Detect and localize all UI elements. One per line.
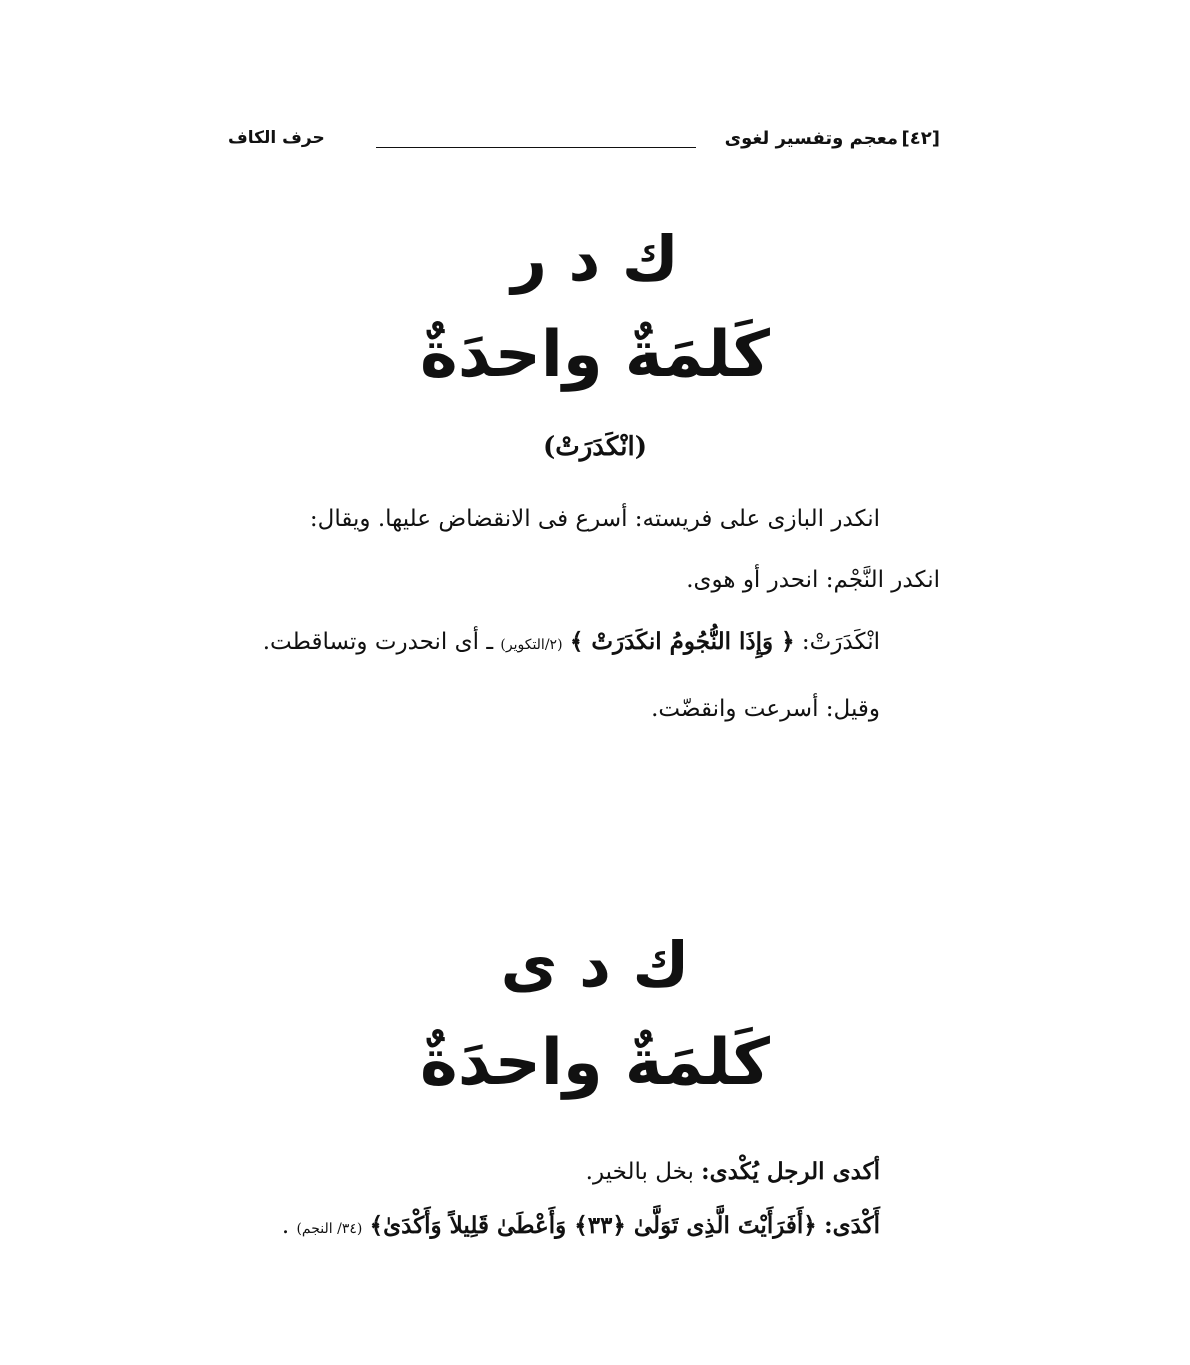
header-rule bbox=[376, 147, 696, 148]
quran-verse: ﴿ وَإِذَا النُّجُومُ انكَدَرَتْ ﴾ bbox=[569, 628, 795, 655]
definition-text: بخل بالخير. bbox=[585, 1159, 694, 1185]
quran-citation-line bbox=[263, 628, 880, 655]
definition-text: ـ أى انحدرت وتساقطت. bbox=[262, 629, 494, 655]
definition-text: . bbox=[281, 1213, 290, 1239]
entry-term: انْكَدَرَتْ: bbox=[801, 629, 880, 655]
root-heading: ك د ى bbox=[500, 928, 690, 1001]
root-heading: ك د ر bbox=[511, 222, 679, 295]
quran-verse: ﴿أَفَرَأَيْتَ الَّذِى تَوَلَّىٰ ﴿٣٣﴾ وَأَعْطَىٰ قَلِيلاً وَأَكْدَىٰ﴾ bbox=[369, 1212, 817, 1239]
word-count-heading: كَلمَةٌ واحدَةٌ bbox=[420, 318, 770, 392]
verse-reference: (٣٤/ النجم) bbox=[296, 1221, 363, 1237]
page-number: [٤٢] bbox=[901, 128, 940, 149]
chapter-title: حرف الكاف bbox=[228, 128, 325, 148]
entry-term: أكدى الرجل يُكْدى: bbox=[701, 1158, 880, 1185]
word-subheading: (انْكَدَرَتْ) bbox=[542, 432, 648, 462]
entry-term: أَكْدَى: bbox=[824, 1212, 880, 1239]
quran-citation-line bbox=[282, 1212, 880, 1239]
definition-line: وقيل: أسرعت وانقضّت. bbox=[651, 696, 880, 722]
definition-line: انكدر البازى على فريسته: أسرع فى الانقضاض عليها. ويقال: bbox=[309, 506, 880, 532]
verse-reference: (٢/التكوير) bbox=[500, 637, 563, 653]
running-header bbox=[228, 128, 940, 158]
definition-line: انكدر النَّجْم: انحدر أو هوى. bbox=[686, 567, 940, 593]
book-title: معجم وتفسير لغوى bbox=[724, 128, 898, 149]
word-count-heading: كَلمَةٌ واحدَةٌ bbox=[420, 1026, 770, 1100]
definition-line bbox=[586, 1158, 880, 1185]
